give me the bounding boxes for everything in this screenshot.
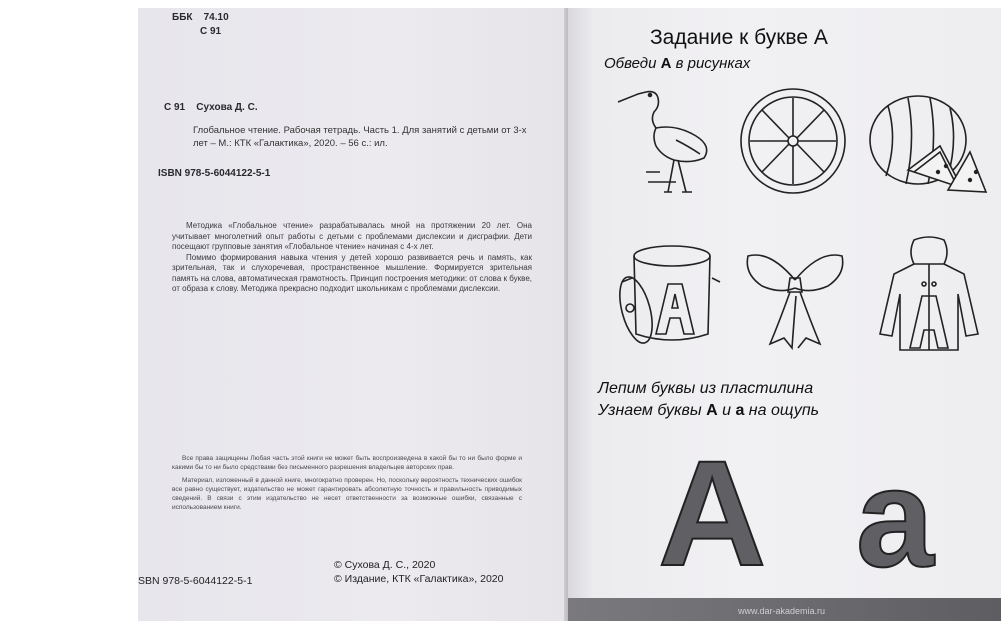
pot-icon bbox=[612, 238, 722, 348]
author-line bbox=[164, 102, 258, 113]
annotation bbox=[172, 221, 532, 295]
sculpt-and: и bbox=[717, 402, 736, 419]
annotation-paragraph: Помимо формирования навыка чтения у детей хорошо развивается речь и память, как зрительная, так и слухоречевая, пространственное мышление. Формируется зрительная память на слова, автоматическая грамотность. Принцип построения методики: от слова к букве, от образа к слову. Методика прекрасно подходит школьникам с проблемами дислексии. bbox=[172, 252, 532, 293]
coat-icon bbox=[874, 234, 984, 354]
copyright bbox=[334, 558, 503, 586]
sculpt-instruction bbox=[598, 378, 819, 422]
stork-icon bbox=[616, 80, 716, 200]
left-page bbox=[138, 8, 568, 621]
trace-prefix: Обведи bbox=[604, 55, 661, 72]
sculpt-suffix: на ощупь bbox=[744, 402, 820, 419]
annotation-paragraph: Методика «Глобальное чтение» разрабатывалась мной на протяжении 20 лет. Она учитывает многолетний опыт работы с детьми с проблемами дислексии и дисграфии. Дети посещают групповые занятия «Глобальное чтение» начиная с 4-х лет. bbox=[172, 221, 532, 251]
sculpt-lower: а bbox=[735, 402, 745, 419]
site-url: www.dar-akademia.ru bbox=[738, 606, 826, 616]
copyright-author: © Сухова Д. С., 2020 bbox=[334, 559, 436, 571]
orange-slice-icon bbox=[738, 86, 848, 196]
isbn-bottom: SBN 978-5-6044122-5-1 bbox=[138, 575, 253, 587]
sculpt-prefix: Узнаем буквы bbox=[598, 402, 707, 419]
book-spread bbox=[138, 8, 1001, 621]
rights-notice bbox=[172, 454, 522, 516]
author-line-code: С 91 bbox=[164, 102, 186, 113]
copyright-publisher: © Издание, КТК «Галактика», 2020 bbox=[334, 573, 504, 585]
bbk-line bbox=[172, 12, 229, 23]
sculpt-upper: А bbox=[706, 402, 718, 419]
trace-instruction bbox=[604, 55, 750, 72]
author-name: Сухова Д. С. bbox=[196, 102, 258, 113]
right-page bbox=[568, 8, 1001, 621]
sculpt-line-1: Лепим буквы из пластилина bbox=[598, 380, 814, 397]
isbn-top: ISBN 978-5-6044122-5-1 bbox=[158, 168, 271, 179]
rights-paragraph: Все права защищены Любая часть этой книги не может быть воспроизведена в какой бы то ни было форме и какими бы то ни было средствами без письменного разрешения владельцев авторских прав. bbox=[172, 455, 522, 471]
bbk-code: 74.10 bbox=[203, 12, 229, 23]
trace-letter: А bbox=[660, 55, 672, 72]
sculpt-line-2 bbox=[598, 400, 819, 422]
bbk-label: ББК bbox=[172, 12, 193, 23]
trace-suffix: в рисунках bbox=[671, 55, 751, 72]
page-title: Задание к букве А bbox=[650, 26, 828, 49]
bow-icon bbox=[740, 240, 850, 350]
rights-paragraph: Материал, изложенный в данной книге, многократно проверен. Но, поскольку вероятность технических ошибок все равно существует, издательство не может гарантировать абсолютную точность и правильность приводимых сведений. В связи с этим издательство не несет ответственности за возможные ошибки, связанные с использованием книги. bbox=[172, 477, 522, 511]
author-code: С 91 bbox=[200, 26, 222, 37]
bibliographic-description: Глобальное чтение. Рабочая тетрадь. Часть 1. Для занятий с детьми от 3-х лет – М.: КТК «Галактика», 2020. – 56 с.: ил. bbox=[193, 125, 527, 149]
big-lowercase-letter: а bbox=[856, 439, 934, 596]
watermelon-icon bbox=[868, 92, 988, 202]
big-uppercase-letter: А bbox=[658, 429, 767, 597]
